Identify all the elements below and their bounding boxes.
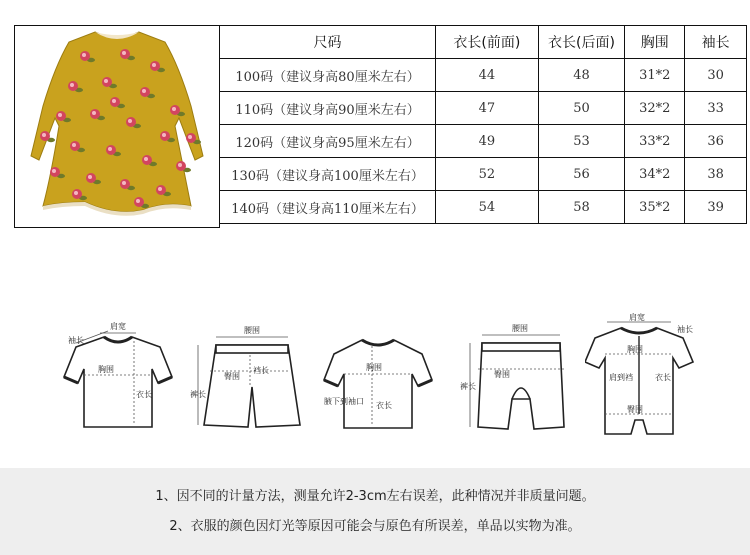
tshirt-length-label: 衣长 bbox=[136, 390, 152, 399]
floral-dress-image bbox=[15, 26, 219, 227]
header-length-front: 衣长(前面) bbox=[436, 26, 539, 59]
flower-center bbox=[92, 111, 96, 115]
chest-cell: 33*2 bbox=[625, 125, 685, 158]
romper-hip-label: 臀围 bbox=[627, 405, 643, 414]
note-color: 2、衣服的颜色因灯光等原因可能会与原色有所误差，单品以实物为准。 bbox=[169, 519, 581, 534]
flower-center bbox=[136, 199, 140, 203]
size-cell: 140码（建议身高110厘米左右） bbox=[220, 191, 436, 224]
header-chest: 胸围 bbox=[625, 26, 685, 59]
raglan-diagram bbox=[322, 320, 437, 444]
table-row bbox=[220, 158, 747, 191]
size-cell: 100码（建议身高80厘米左右） bbox=[220, 59, 436, 92]
romper-shoulder-to-crotch-label: 肩到裆 bbox=[609, 373, 633, 382]
product-photo bbox=[14, 25, 220, 228]
measurement-diagrams bbox=[0, 300, 750, 450]
flower-center bbox=[152, 63, 156, 67]
sleeve-cell: 39 bbox=[685, 191, 747, 224]
length-back-cell: 53 bbox=[538, 125, 625, 158]
size-chart bbox=[14, 25, 747, 228]
length-front-cell: 44 bbox=[436, 59, 539, 92]
size-table-header-row bbox=[220, 26, 747, 59]
flower-center bbox=[188, 135, 192, 139]
size-cell: 120码（建议身高95厘米左右） bbox=[220, 125, 436, 158]
header-size: 尺码 bbox=[220, 26, 436, 59]
flower-center bbox=[52, 169, 56, 173]
table-row bbox=[220, 59, 747, 92]
pants-length-label: 裤长 bbox=[460, 382, 476, 391]
tshirt-shoulder-label: 肩宽 bbox=[110, 322, 126, 331]
flower-center bbox=[104, 79, 108, 83]
flower-center bbox=[178, 163, 182, 167]
tshirt-sleeve-label: 袖长 bbox=[68, 336, 84, 345]
length-back-cell: 58 bbox=[538, 191, 625, 224]
shorts-hip-label: 臀围 bbox=[224, 372, 240, 381]
flower-center bbox=[70, 83, 74, 87]
table-row bbox=[220, 92, 747, 125]
length-front-cell: 47 bbox=[436, 92, 539, 125]
chest-cell: 32*2 bbox=[625, 92, 685, 125]
notes-panel bbox=[0, 468, 750, 555]
sleeve-cell: 38 bbox=[685, 158, 747, 191]
flower-center bbox=[158, 187, 162, 191]
sleeve-cell: 36 bbox=[685, 125, 747, 158]
length-back-cell: 56 bbox=[538, 158, 625, 191]
sleeve-cell: 30 bbox=[685, 59, 747, 92]
flower-center bbox=[72, 143, 76, 147]
romper-shoulder-label: 肩宽 bbox=[629, 313, 645, 322]
flower-center bbox=[122, 181, 126, 185]
table-row bbox=[220, 125, 747, 158]
flower-center bbox=[108, 147, 112, 151]
shorts-waist-label: 腰围 bbox=[244, 326, 260, 335]
raglan-chest-label: 胸围 bbox=[366, 363, 382, 372]
flower-center bbox=[162, 133, 166, 137]
romper-diagram bbox=[585, 310, 700, 449]
flower-center bbox=[122, 51, 126, 55]
note-measurement: 1、因不同的计量方法，测量允许2-3cm左右误差，此种情况并非质量问题。 bbox=[155, 489, 595, 504]
romper-length-label: 衣长 bbox=[655, 373, 671, 382]
pants-waist-label: 腰围 bbox=[512, 324, 528, 333]
tshirt-chest-label: 胸围 bbox=[98, 365, 114, 374]
shorts-rise-label: 裆长 bbox=[253, 366, 269, 375]
flower-center bbox=[42, 133, 46, 137]
flower-center bbox=[144, 157, 148, 161]
length-front-cell: 54 bbox=[436, 191, 539, 224]
size-table bbox=[219, 25, 747, 224]
flower-center bbox=[74, 191, 78, 195]
length-back-cell: 48 bbox=[538, 59, 625, 92]
size-cell: 110码（建议身高90厘米左右） bbox=[220, 92, 436, 125]
size-cell: 130码（建议身高100厘米左右） bbox=[220, 158, 436, 191]
flower-center bbox=[82, 53, 86, 57]
chest-cell: 34*2 bbox=[625, 158, 685, 191]
flower-center bbox=[58, 113, 62, 117]
flower-center bbox=[172, 107, 176, 111]
shorts-length-label: 裤长 bbox=[190, 390, 206, 399]
header-sleeve: 袖长 bbox=[685, 26, 747, 59]
raglan-length-label: 衣长 bbox=[376, 401, 392, 410]
length-front-cell: 52 bbox=[436, 158, 539, 191]
flower-center bbox=[88, 175, 92, 179]
pants-diagram bbox=[460, 315, 575, 449]
tshirt-diagram bbox=[62, 315, 177, 444]
flower-center bbox=[112, 99, 116, 103]
chest-cell: 35*2 bbox=[625, 191, 685, 224]
flower-center bbox=[128, 119, 132, 123]
length-front-cell: 49 bbox=[436, 125, 539, 158]
pants-hip-label: 臀围 bbox=[494, 370, 510, 379]
romper-sleeve-label: 袖长 bbox=[677, 325, 693, 334]
romper-chest-label: 胸围 bbox=[627, 345, 643, 354]
sleeve-cell: 33 bbox=[685, 92, 747, 125]
chest-cell: 31*2 bbox=[625, 59, 685, 92]
shorts-diagram bbox=[190, 315, 310, 444]
length-back-cell: 50 bbox=[538, 92, 625, 125]
header-length-back: 衣长(后面) bbox=[538, 26, 625, 59]
raglan-armpit-label: 腋下到袖口 bbox=[324, 397, 364, 406]
flower-center bbox=[142, 89, 146, 93]
table-row bbox=[220, 191, 747, 224]
